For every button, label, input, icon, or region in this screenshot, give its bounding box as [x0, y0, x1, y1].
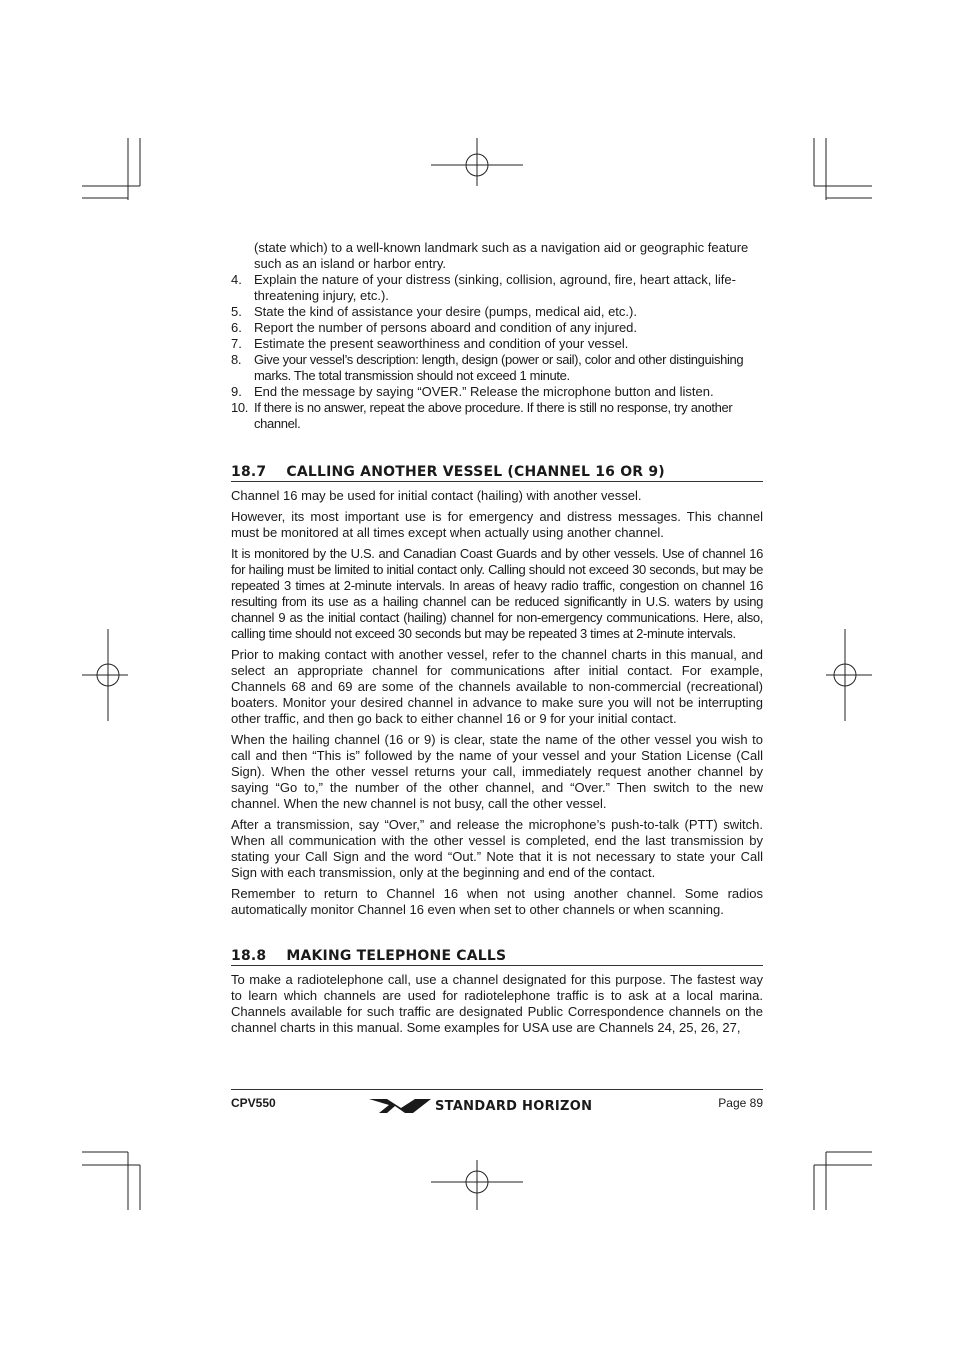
model-name: CPV550	[231, 1096, 276, 1110]
paragraph: Prior to making contact with another vessel, refer to the channel charts in this manual, and select an appropriate channel for communications after initial contact. For example, Channels 68 and 69 are some of the channels available to non-commercial (recreational) boaters. Monitor your desired channel in advance to make sure you will not be interrupting other traffic, and then go back to either channel 16 or 9 for your initial contact.	[231, 647, 763, 726]
section-number: 18.8	[231, 948, 267, 964]
page-footer	[231, 1089, 763, 1120]
section-number: 18.7	[231, 464, 267, 480]
brand-logo	[369, 1098, 592, 1114]
paragraph: It is monitored by the U.S. and Canadian Coast Guards and by other vessels. Use of channel 16 for hailing must be limited to initial contact only. Calling should not exceed 30 seconds, but may be repeated 3 times at 2-minute intervals. In areas of heavy radio traffic, congestion on channel 16 resulting from its use as a hailing channel can be reduced significantly in U.S. waters by using channel 9 as the initial contact (hailing) channel for non-emergency communications. Here, also, calling time should not exceed 30 seconds but may be repeated 3 times at 2-minute intervals.	[231, 546, 763, 641]
list-item: 4. Explain the nature of your distress (sinking, collision, aground, fire, heart attack, life-threatening injury, etc.).	[231, 272, 736, 303]
paragraph: To make a radiotelephone call, use a channel designated for this purpose. The fastest way to learn which channels are used for radiotelephone traffic is to ask at a local marina. Channels available for such traffic are designated Public Correspondence channels on the channel charts in this manual. Some examples for USA use are Channels 24, 25, 26, 27,	[231, 972, 763, 1035]
brand-wordmark: STANDARD HORIZON	[435, 1098, 593, 1114]
paragraph: When the hailing channel (16 or 9) is clear, state the name of the other vessel you wish to call and then “This is” followed by the name of your vessel and your Station License (Call Sign). When the other vessel returns your call, immediately request another channel by saying “Go to,” the number of the other channel, and “Over.” Then switch to the new channel. When the new channel is not busy, call the other vessel.	[231, 732, 763, 811]
list-item: 10. If there is no answer, repeat the above procedure. If there is still no response, try another channel.	[231, 400, 733, 431]
wave-logo-icon	[369, 1098, 431, 1114]
list-item: 9. End the message by saying “OVER.” Release the microphone button and listen.	[231, 384, 714, 399]
section-title: MAKING TELEPHONE CALLS	[286, 948, 507, 964]
paragraph: However, its most important use is for emergency and distress messages. This channel must be monitored at all times except when actually using another channel.	[231, 509, 763, 540]
page-number: Page 89	[718, 1096, 763, 1110]
distress-steps-list	[231, 272, 763, 432]
list-item: 8. Give your vessel’s description: length, design (power or sail), color and other distinguishing marks. The total transmission should not exceed 1 minute.	[231, 352, 744, 383]
paragraph: After a transmission, say “Over,” and release the microphone’s push-to-talk (PTT) switch. When all communication with the other vessel is completed, end the last transmission by stating your Call Sign and the word “Out.” Note that it is not necessary to state your Call Sign with each transmission, only at the beginning and end of the contact.	[231, 817, 763, 880]
page-body	[231, 240, 763, 1041]
section-heading-18-8	[231, 948, 763, 966]
list-continuation: (state which) to a well-known landmark such as a navigation aid or geographic feature such as an island or harbor entry.	[254, 240, 749, 271]
section-title: CALLING ANOTHER VESSEL (CHANNEL 16 OR 9)	[286, 464, 665, 480]
list-item: 6. Report the number of persons aboard and condition of any injured.	[231, 320, 638, 335]
paragraph: Remember to return to Channel 16 when not using another channel. Some radios automatically monitor Channel 16 even when set to other channels or when scanning.	[231, 886, 763, 917]
list-item: 5. State the kind of assistance your desire (pumps, medical aid, etc.).	[231, 304, 637, 319]
list-item: 7. Estimate the present seaworthiness and condition of your vessel.	[231, 336, 629, 351]
section-heading-18-7	[231, 464, 763, 482]
paragraph: Channel 16 may be used for initial contact (hailing) with another vessel.	[231, 488, 642, 503]
